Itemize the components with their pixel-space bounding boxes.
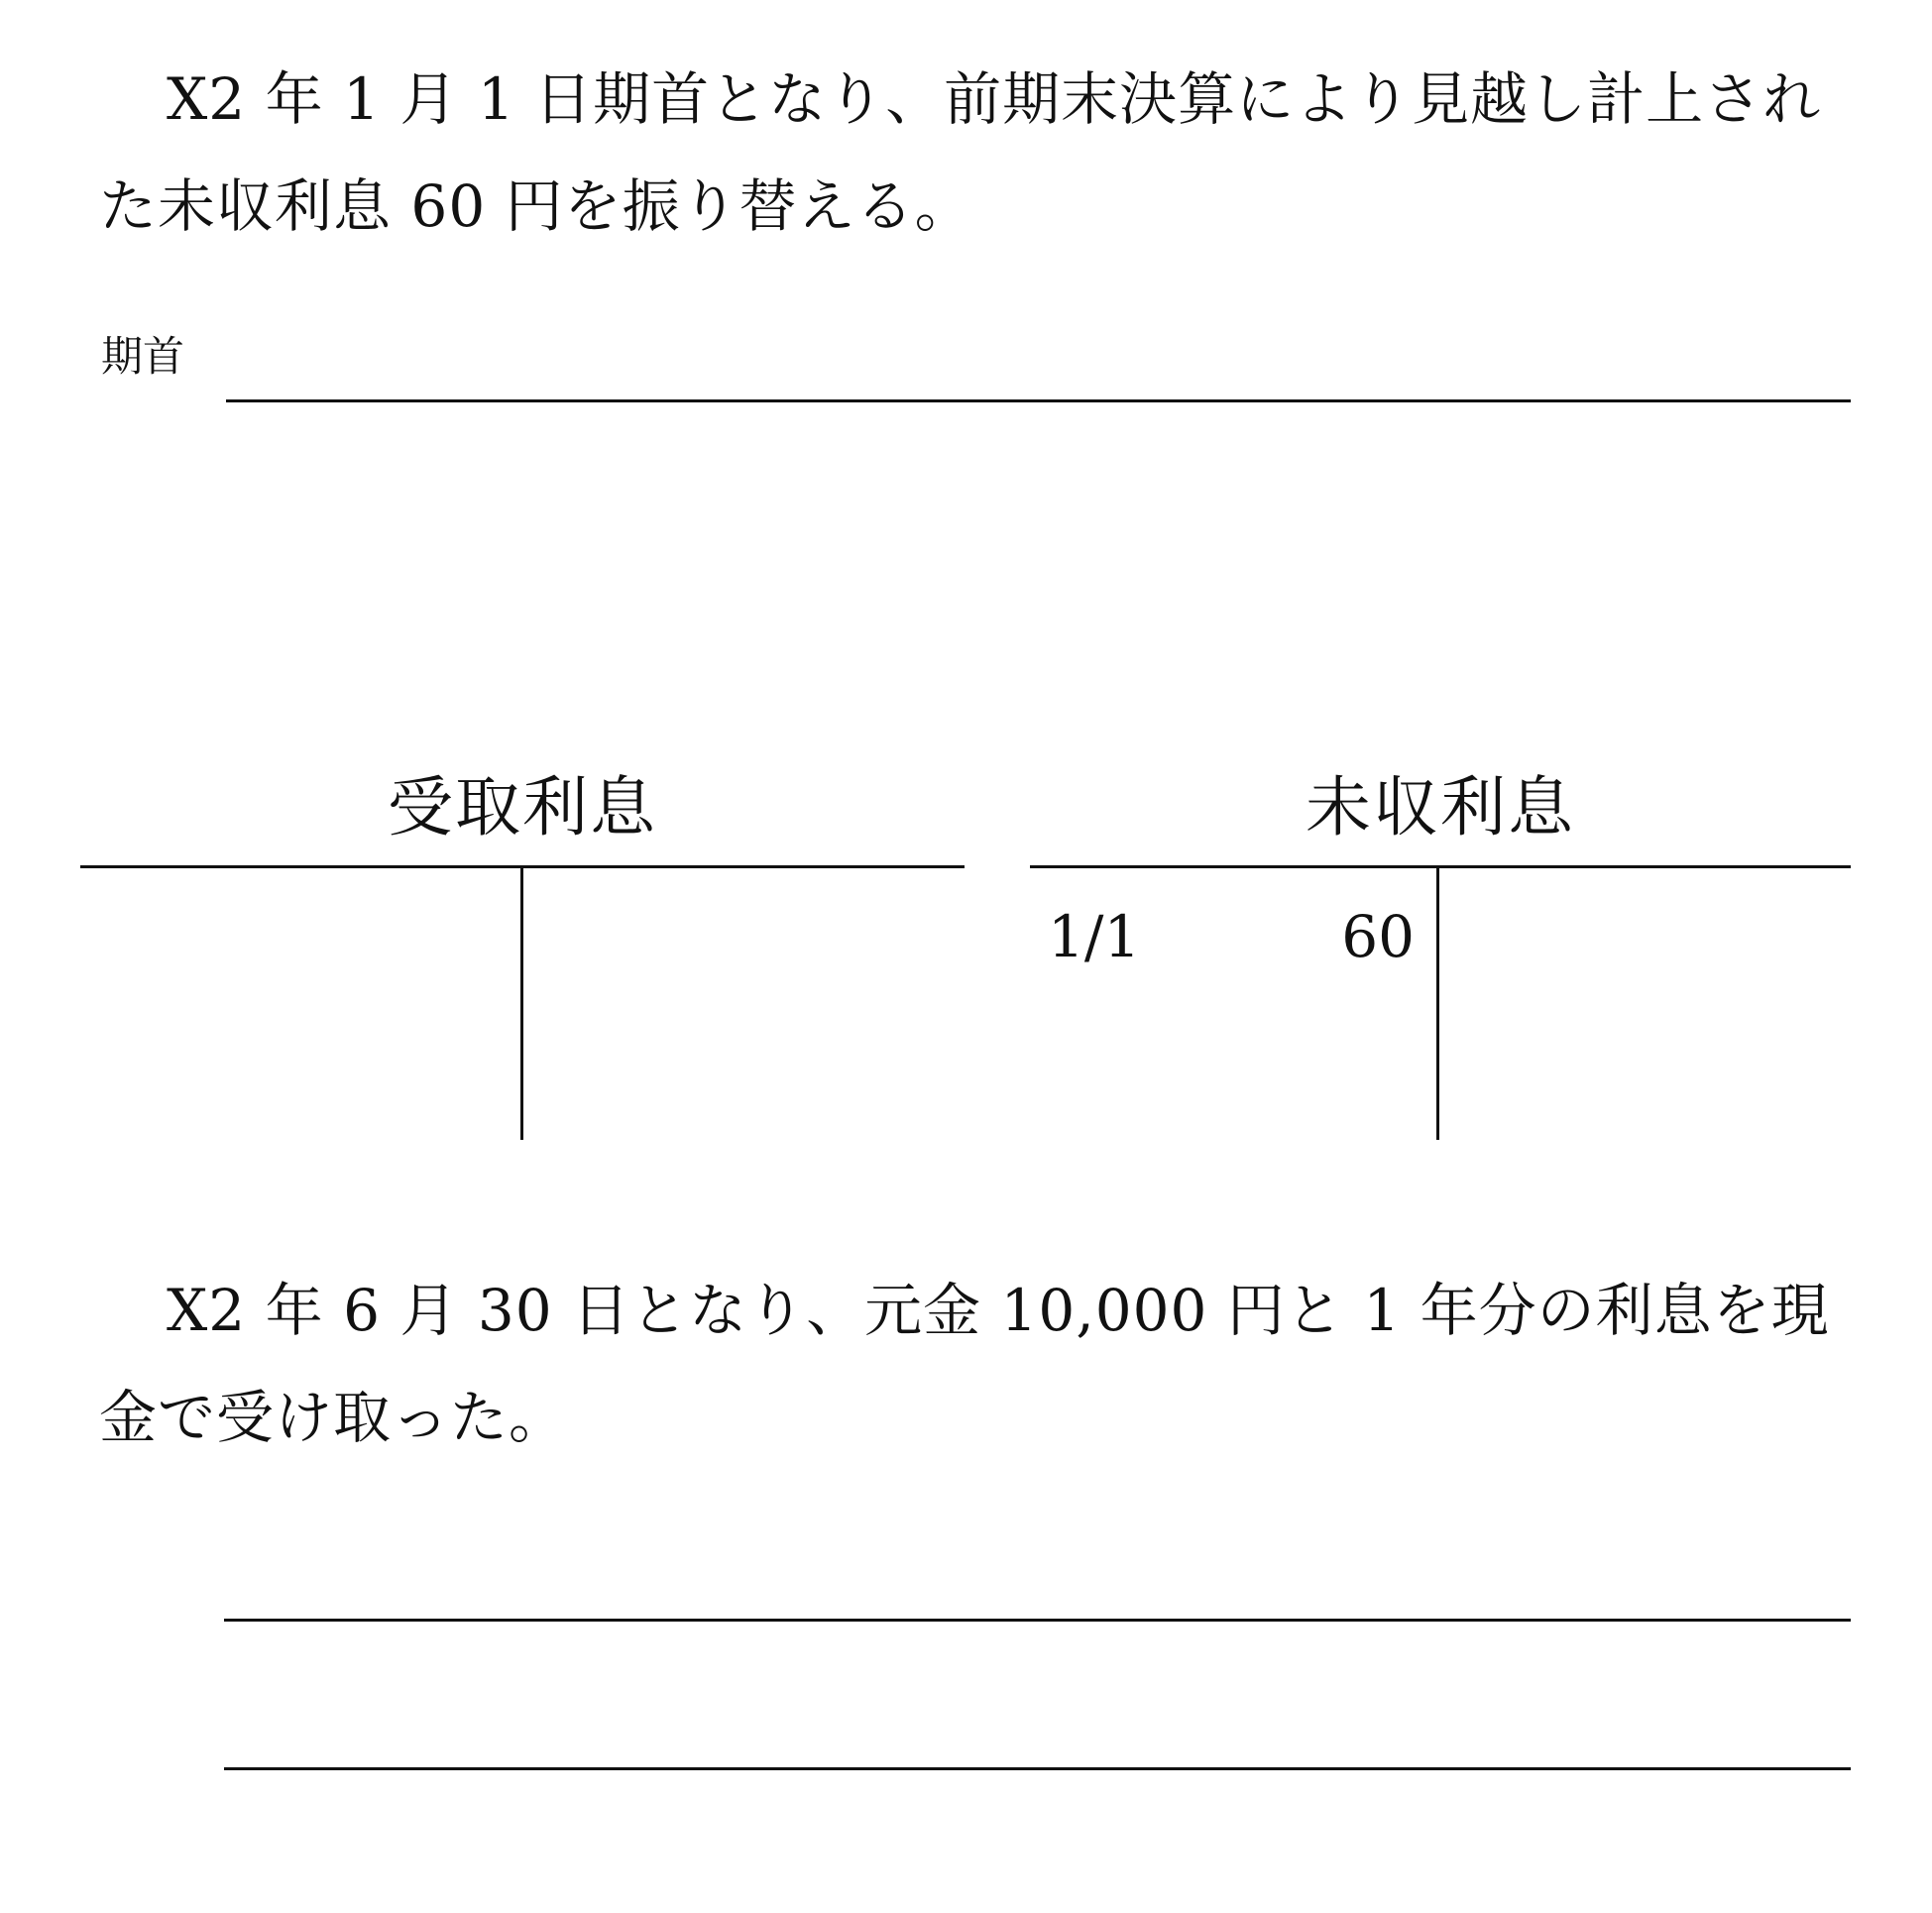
debit-entry-amount: 60 [1341, 903, 1415, 970]
journal-entry-answer-line [224, 1767, 1851, 1770]
question-text-1: X2 年 1 月 1 日期首となり、前期末決算により見越し計上された未収利息 60 円を振り替える。 [99, 65, 1822, 240]
t-account-title: 受取利息 [388, 769, 657, 845]
t-account-top-rule [1030, 865, 1851, 868]
t-account-accrued-interest [1030, 768, 1851, 1145]
t-account-center-rule [1436, 865, 1439, 1140]
t-account-center-rule [520, 865, 523, 1140]
t-account-interest-received [80, 768, 965, 1145]
journal-entry-answer-line [224, 1619, 1851, 1622]
entry-label: 期首 [101, 332, 185, 381]
journal-entry-answer-line [226, 399, 1851, 402]
t-account-title: 未収利息 [1306, 769, 1575, 845]
debit-entry-date: 1/1 [1048, 903, 1141, 970]
question-text-2: X2 年 6 月 30 日となり、元金 10,000 円と 1 年分の利息を現金で受け取った。 [99, 1277, 1830, 1451]
